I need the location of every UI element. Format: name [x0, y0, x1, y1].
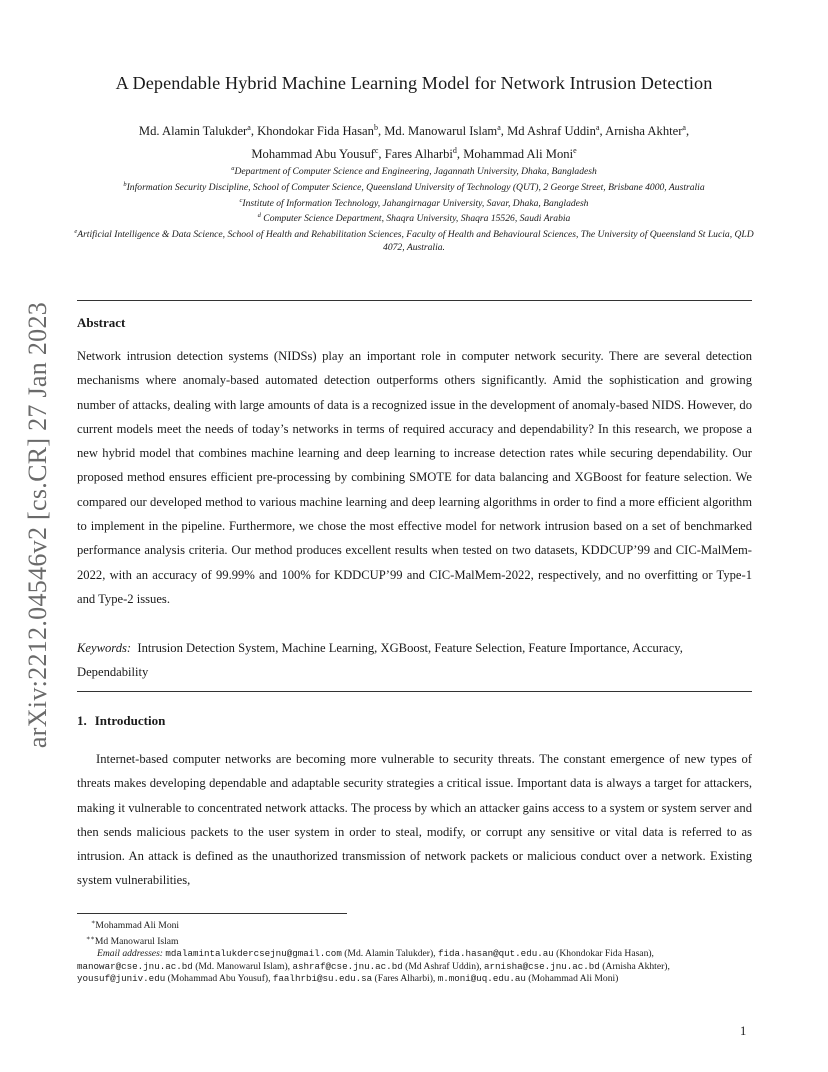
footnotes [77, 917, 752, 985]
affiliation [70, 179, 758, 195]
author [139, 124, 257, 138]
footnote-mark: ∗ [91, 919, 96, 926]
affiliation-text: Information Security Discipline, School of Computer Science, Queensland University of Technology (QUT), 2 George Street, Brisbane 4000, Australia [126, 181, 705, 193]
author-separator: , [378, 147, 385, 162]
footnote-text: Mohammad Ali Moni [95, 920, 180, 932]
author-affiliation-mark: c [374, 146, 379, 156]
introduction-paragraph: Internet-based computer networks are becoming more vulnerable to security threats. The constant emergence of new types of threats makes developing dependable and adaptable security strategies a critical issue. Important data is always a target for attackers, making it vulnerable to concentrated network attacks. The process by which an attacker gains access to a system or system server and then sends malicious packets to the user system in order to steal, modify, or corrupt any sensitive or vital data is referred to as intrusion. An attack is defined as the unauthorized transmission of network packets or malicious conduct over a network. Existing system vulnerabilities, [77, 752, 752, 888]
author-affiliation-mark: a [247, 123, 251, 132]
affiliation [70, 195, 758, 211]
email-owner: (Md. Manowarul Islam), [192, 960, 293, 972]
affiliation-mark: b [123, 180, 127, 188]
author-name: Fares Alharbi [384, 147, 453, 162]
abstract-top-rule [77, 300, 752, 301]
email-addresses [77, 948, 752, 985]
author-separator: , [500, 124, 508, 139]
keywords [77, 636, 752, 685]
author-list [70, 118, 758, 164]
email-address[interactable]: m.moni@uq.edu.au [437, 973, 526, 984]
affiliation-mark: c [239, 196, 243, 204]
paper-title: A Dependable Hybrid Machine Learning Model for Network Intrusion Detection [115, 73, 713, 93]
author-affiliation-mark: a [682, 123, 686, 132]
affiliation-mark: e [74, 228, 78, 236]
author [385, 147, 464, 161]
author-name: Md. Alamin Talukder [138, 124, 248, 139]
email-address[interactable]: mdalamintalukdercsejnu@gmail.com [165, 948, 342, 960]
abstract-heading: Abstract [77, 315, 126, 330]
affiliation-text: Institute of Information Technology, Jahangirnagar University, Savar, Dhaka, Bangladesh [242, 197, 589, 209]
author-affiliation-mark: b [373, 123, 378, 132]
email-owner: (Fares Alharbi), [372, 973, 438, 984]
email-owner: (Mohammad Ali Moni) [525, 973, 619, 984]
email-address[interactable]: faalhrbi@su.edu.sa [272, 973, 373, 984]
author-name: Khondokar Fida Hasan [257, 124, 374, 139]
abstract-bottom-rule [77, 691, 752, 692]
email-label: Email addresses: [97, 948, 163, 960]
author [463, 147, 576, 161]
author [605, 124, 689, 138]
author-name: Md Ashraf Uddin [507, 124, 596, 139]
author-separator: , [685, 124, 690, 139]
affiliation-mark: d [257, 212, 261, 220]
author-separator: , [250, 124, 258, 139]
author-affiliation-mark: a [497, 123, 501, 132]
author-affiliation-mark: d [452, 146, 457, 156]
email-address[interactable]: arnisha@cse.jnu.ac.bd [484, 960, 600, 972]
author [257, 124, 384, 138]
affiliation-mark: a [231, 165, 235, 172]
author-affiliation-mark: a [595, 123, 600, 132]
email-owner: (Mohammad Abu Yousuf), [165, 973, 273, 984]
author-separator: , [456, 147, 464, 162]
affiliation-text: Artificial Intelligence & Data Science, School of Health and Rehabilitation Sciences, Faculty of Health and Behavioural Sciences, The University of Queensland St Lucia, QLD 4072, Australia. [77, 229, 754, 253]
keywords-text: Intrusion Detection System, Machine Learning, XGBoost, Feature Selection, Feature Importance, Accuracy, Dependability [77, 641, 683, 680]
section-title: Introduction [94, 713, 166, 728]
author-name: Arnisha Akhter [605, 124, 683, 139]
author [507, 124, 605, 138]
keywords-label: Keywords: [77, 641, 132, 655]
author [384, 124, 507, 138]
footnote-text: Md Manowarul Islam [94, 935, 179, 947]
arxiv-id-text: arXiv:2212.04546v2 [cs.CR] 27 Jan 2023 [23, 301, 52, 749]
footnote-mark: ∗∗ [86, 934, 95, 942]
footnote-corresponding-1 [77, 917, 752, 933]
author-name: Mohammad Ali Moni [463, 147, 574, 162]
author-separator: , [599, 124, 606, 139]
abstract-text: Network intrusion detection systems (NIDSs) play an important role in computer network security. There are several detection mechanisms where anomaly-based automated detection outperforms others significantly. Amid the sophistication and growing number of attacks, dealing with large amounts of data is a recognized issue in the development of anomaly-based NIDS. However, do current models meet the needs of today’s networks in terms of required accuracy and dependability? In this research, we propose a new hybrid model that combines machine learning and deep learning to increase detection rates while securing dependability. Our proposed method ensures efficient pre-processing by combining SMOTE for data balancing and XGBoost for feature selection. We compared our developed method to various machine learning and deep learning algorithms in order to find a more efficient algorithm to implement in the pipeline. Furthermore, we chose the most effective model for network intrusion based on a set of benchmarked performance analysis criteria. Our method produces excellent results when tested on two datasets, KDDCUP’99 and CIC-MalMem-2022, with an accuracy of 99.99% and 100% for KDDCUP’99 and CIC-MalMem-2022, respectively, and no overfitting or Type-1 and Type-2 issues. [77, 349, 752, 606]
footnote-corresponding-2 [77, 933, 752, 949]
affiliation-list [70, 163, 758, 255]
email-owner: (Khondokar Fida Hasan), [553, 948, 654, 960]
email-address[interactable]: manowar@cse.jnu.ac.bd [77, 960, 193, 972]
page-number: 1 [740, 1024, 747, 1038]
affiliation-text: Department of Computer Science and Engineering, Jagannath University, Dhaka, Bangladesh [234, 166, 597, 178]
affiliation-text: Computer Science Department, Shaqra University, Shaqra 15526, Saudi Arabia [260, 213, 571, 225]
author-separator: , [377, 124, 385, 139]
email-address[interactable]: ashraf@cse.jnu.ac.bd [292, 960, 403, 972]
author-name: Md. Manowarul Islam [384, 124, 498, 139]
email-owner: (Md Ashraf Uddin), [402, 960, 485, 972]
author [251, 147, 384, 161]
affiliation [70, 226, 758, 254]
author-affiliation-mark: e [573, 146, 577, 156]
affiliation [70, 163, 758, 179]
section-heading [77, 713, 165, 729]
email-owner: (Arnisha Akhter), [599, 960, 670, 972]
section-number: 1. [77, 713, 87, 728]
email-address[interactable]: fida.hasan@qut.edu.au [437, 948, 554, 960]
author-name: Mohammad Abu Yousuf [251, 147, 375, 162]
email-owner: (Md. Alamin Talukder), [341, 948, 438, 960]
affiliation [70, 210, 758, 226]
email-address[interactable]: yousuf@juniv.edu [77, 973, 166, 984]
footnote-rule [77, 913, 347, 914]
